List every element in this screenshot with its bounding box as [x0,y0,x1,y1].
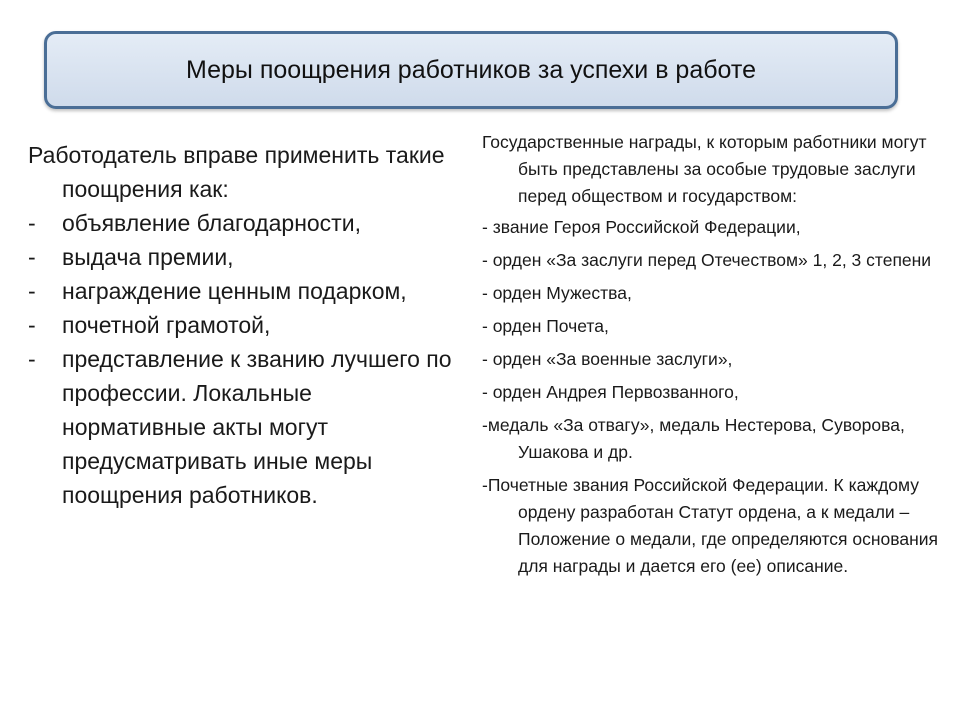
list-item [28,342,458,512]
list-item: - орден «За заслуги перед Отечеством» 1, 2, 3 степени [482,250,932,270]
list-item-text: почетной грамотой, [62,312,271,338]
list-item-text: награждение ценным подарком, [62,278,407,304]
page-title: Меры поощрения работников за успехи в работе [186,55,756,84]
list-item [28,274,458,308]
list-item: - орден «За военные заслуги», [482,349,733,369]
employer-rewards-list [28,206,458,512]
list-item-text: выдача премии, [62,244,234,270]
list-item-text: представление к званию лучшего по профессии. Локальные нормативные акты могут предусматривать иные меры поощрения работников. [62,346,452,508]
list-dash: - [28,312,36,338]
list-dash: - [28,278,36,304]
list-item [28,240,458,274]
list-item: -Почетные звания Российской Федерации. К каждому ордену разработан Статут ордена, а к медали – Положение о медали, где определяются основания для награды и дается его (ее) описание. [482,475,938,576]
list-item: - звание Героя Российской Федерации, [482,217,801,237]
state-awards-intro: Государственные награды, к которым работники могут быть представлены за особые трудовые заслуги перед обществом и государством: [482,132,927,206]
list-item: - орден Почета, [482,316,609,336]
list-dash: - [28,346,36,372]
employer-rewards-intro: Работодатель вправе применить такие поощрения как: [28,142,445,202]
list-dash: - [28,244,36,270]
list-item [28,308,458,342]
employer-rewards-section [28,138,458,512]
state-awards-section [482,129,942,586]
list-item [28,206,458,240]
list-item-text: объявление благодарности, [62,210,361,236]
list-dash: - [28,210,36,236]
list-item: - орден Андрея Первозванного, [482,382,739,402]
list-item: - орден Мужества, [482,283,632,303]
state-awards-list [482,214,942,580]
list-item: -медаль «За отвагу», медаль Нестерова, Суворова, Ушакова и др. [482,415,905,462]
title-banner [44,31,898,109]
